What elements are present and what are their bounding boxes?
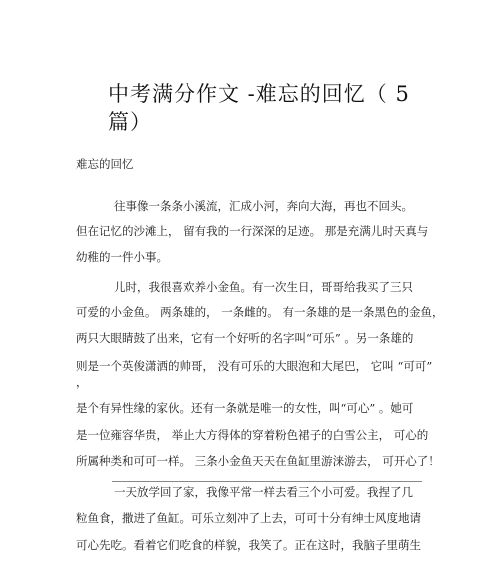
paragraph-line: 往事像一条条小溪流，汇成小河，奔向大海，再也不回头。 — [114, 199, 413, 213]
title-line-2: 篇） — [108, 110, 152, 134]
section-divider — [112, 481, 422, 482]
paragraph-line: 但在记忆的沙滩上， 留有我的一行深深的足迹。 那是充满儿时天真与 — [76, 224, 429, 238]
paragraph-line: 可心先吃。看着它们吃食的样貌，我笑了。正在这时，我脑子里萌生 — [76, 538, 421, 552]
paragraph-line: 粒鱼食，撒进了鱼缸。可乐立刻冲了上去，可可十分有绅士风度地请 — [76, 511, 421, 525]
paragraph-line: 则是一个英俊潇洒的帅哥， 没有可乐的大眼泡和大尾巴， 它叫 “可可” — [76, 359, 433, 373]
paragraph-line: 儿时，我很喜欢养小金鱼。有一次生日，哥哥给我买了三只 — [114, 280, 413, 294]
paragraph-line: 幼稚的一件小事。 — [76, 250, 168, 264]
paragraph-line: 是一位雍容华贵， 举止大方得体的穿着粉色裙子的白雪公主， 可心的 — [76, 428, 429, 442]
essay-subtitle: 难忘的回忆 — [76, 157, 134, 171]
paragraph-line: 可爱的小金鱼。 两条雄的， 一条雌的。 有一条雄的是一条黑色的金鱼， — [76, 305, 444, 319]
paragraph-line: 一天放学回了家，我像平常一样去看三个小可爱。我捏了几 — [114, 485, 413, 499]
paragraph-line: 两只大眼睛鼓了出来，它有一个好听的名字叫“可乐” 。另一条雄的 — [76, 331, 414, 345]
title-line-1: 中考满分作文 -难忘的回忆（ 5 — [108, 82, 410, 106]
paragraph-line: 是个有异性缘的家伙。还有一条就是唯一的女性，叫“可心” 。她可 — [76, 401, 414, 415]
paragraph-line: 所属种类和可可一样。 三条小金鱼天天在鱼缸里游涞游去， 可开心了！ — [76, 454, 440, 468]
document-title — [108, 80, 438, 136]
paragraph-line: ， — [76, 375, 88, 389]
